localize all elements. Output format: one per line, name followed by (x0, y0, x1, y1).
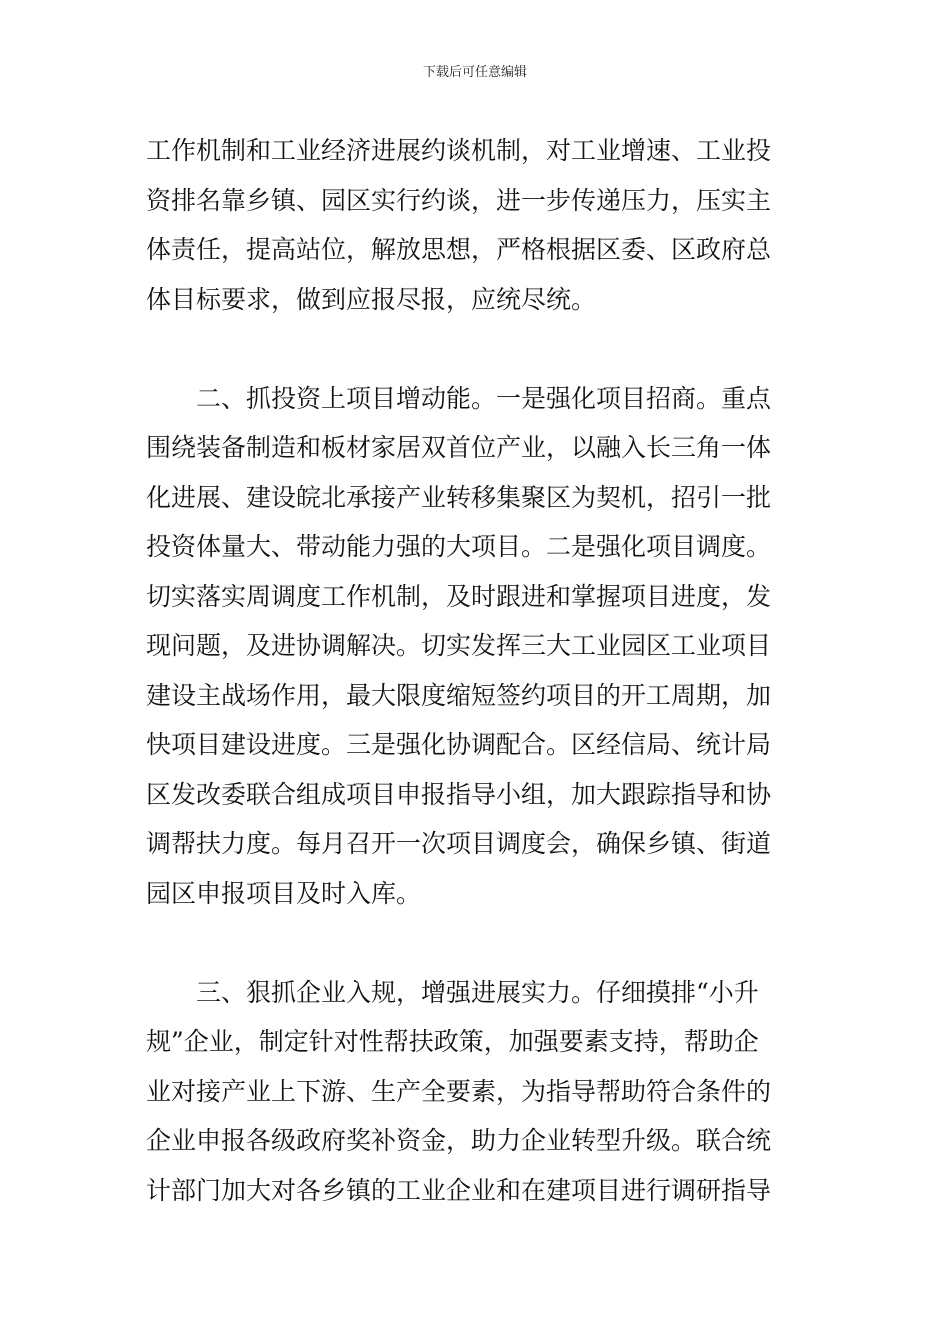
text-line: 三、狠抓企业入规，增强进展实力。仔细摸排“小升 (146, 977, 759, 1007)
paragraph-3 (146, 968, 810, 1216)
text-line: 化进展、建设皖北承接产业转移集聚区为契机，招引一批 (146, 482, 772, 512)
text-line: 园区申报项目及时入库。 (146, 878, 422, 908)
text-line: 资排名靠乡镇、园区实行约谈，进一步传递压力，压实主 (146, 185, 772, 215)
text-line: 投资体量大、带动能力强的大项目。二是强化项目调度。 (146, 532, 772, 561)
text-line: 体责任，提高站位，解放思想，严格根据区委、区政府总 (146, 235, 772, 264)
text-line: 切实落实周调度工作机制，及时跟进和掌握项目进度，发 (146, 581, 772, 611)
page-header: 下载后可任意编辑 (422, 65, 527, 80)
paragraph-gap (146, 918, 810, 968)
text-line: 快项目建设进度。三是强化协调配合。区经信局、统计局 (146, 730, 772, 759)
paragraph-1 (146, 126, 810, 324)
text-line: 建设主战场作用，最大限度缩短签约项目的开工周期，加 (146, 680, 772, 710)
document-body (146, 126, 810, 1215)
text-line: 现问题，及进协调解决。切实发挥三大工业园区工业项目 (146, 631, 772, 660)
paragraph-2 (146, 374, 810, 919)
text-line: 工作机制和工业经济进展约谈机制，对工业增速、工业投 (146, 136, 772, 165)
text-line: 企业申报各级政府奖补资金，助力企业转型升级。联合统 (146, 1126, 772, 1155)
text-line: 业对接产业上下游、生产全要素，为指导帮助符合条件的 (146, 1076, 772, 1106)
text-line: 体目标要求，做到应报尽报，应统尽统。 (146, 284, 597, 314)
text-line: 区发改委联合组成项目申报指导小组，加大跟踪指导和协 (146, 779, 772, 809)
text-line: 围绕装备制造和板材家居双首位产业，以融入长三角一体 (146, 433, 772, 462)
text-line: 规”企业，制定针对性帮扶政策，加强要素支持，帮助企 (146, 1027, 759, 1056)
text-line: 二、抓投资上项目增动能。一是强化项目招商。重点 (146, 383, 772, 413)
text-line: 计部门加大对各乡镇的工业企业和在建项目进行调研指导 (146, 1175, 772, 1205)
text-line: 调帮扶力度。每月召开一次项目调度会，确保乡镇、街道 (146, 829, 772, 858)
paragraph-gap (146, 324, 810, 374)
